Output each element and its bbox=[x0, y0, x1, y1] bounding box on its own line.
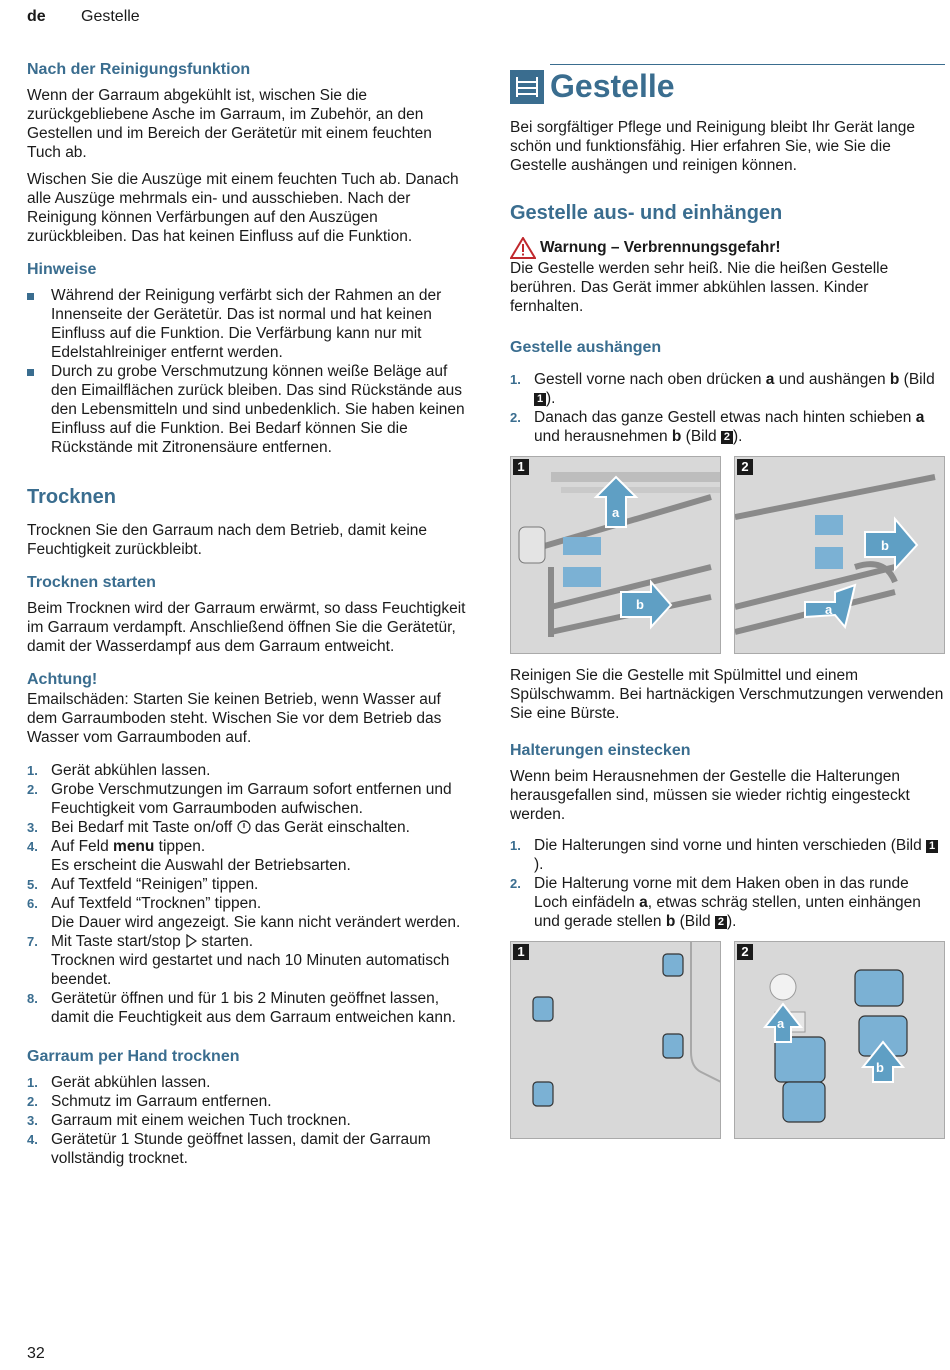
right-column bbox=[510, 60, 945, 1151]
list-item: 2. Grobe Verschmutzungen im Garraum sofort entfernen und Feuchtigkeit vom Garraumboden aufwischen. bbox=[27, 781, 452, 817]
list-item: 6. Auf Textfeld “Trocknen” tippen. Die Dauer wird angezeigt. Sie kann nicht verändert werden. bbox=[27, 895, 461, 931]
title-rule bbox=[550, 64, 945, 65]
power-icon bbox=[237, 820, 251, 834]
heading-remove-insert: Gestelle aus- und einhängen bbox=[510, 202, 783, 224]
hand-dry-steps bbox=[27, 1073, 467, 1168]
svg-text:a: a bbox=[612, 505, 620, 520]
heading-after-cleaning: Nach der Reinigungsfunktion bbox=[27, 61, 251, 78]
list-item: 1. Gerät abkühlen lassen. bbox=[27, 1074, 211, 1091]
paragraph: Trocknen Sie den Garraum nach dem Betrieb, damit keine Feuchtigkeit zurückbleibt. bbox=[27, 522, 428, 558]
list-item: 7. Mit Taste start/stop starten. Trocknen wird gestartet und nach 10 Minuten automatisch beendet. bbox=[27, 933, 450, 988]
page-header bbox=[27, 8, 140, 26]
warning-text: Die Gestelle werden sehr heiß. Nie die heißen Gestelle berühren. Das Gerät immer abkühlen lassen. Kinder fernhalten. bbox=[510, 260, 889, 315]
list-item: 2. Die Halterung vorne mit dem Haken oben in das runde Loch einfädeln a, etwas schräg stellen, unten einhängen und gerade stellen b (Bild 2 ). bbox=[510, 875, 921, 930]
paragraph: Wenn der Garraum abgekühlt ist, wischen Sie die zurückgebliebene Asche im Garraum, im Zubehör, an den Gestellen und im Bereich der Gerätetür mit einem feuchten Tuch ab. bbox=[27, 87, 432, 161]
paragraph: Beim Trocknen wird der Garraum erwärmt, so dass Feuchtigkeit im Garraum verdampft. Anschließend öffnen Sie die Gerätetür, damit der Wasserdampf aus dem Garraum entweicht. bbox=[27, 600, 466, 655]
start-stop-icon bbox=[185, 934, 197, 948]
svg-text:b: b bbox=[881, 538, 889, 553]
drying-steps bbox=[27, 761, 467, 1027]
list-item: 1. Die Halterungen sind vorne und hinten verschieden (Bild 1). bbox=[510, 836, 945, 874]
figure-holder-1: 1 bbox=[510, 941, 721, 1139]
paragraph: Bei sorgfältiger Pflege und Reinigung bleibt Ihr Gerät lange schön und funktionsfähig. Hier erfahren Sie, wie Sie die Gestelle aushängen und reinigen können. bbox=[510, 119, 915, 174]
language-code: de bbox=[27, 8, 46, 25]
paragraph: Wischen Sie die Auszüge mit einem feuchten Tuch ab. Danach alle Auszüge mehrmals ein- und ausschieben. Nach der Reinigung können Verfärbungen auf den Auszügen zurückbleiben. Das hat keinen Einfluss auf die Funktion. bbox=[27, 171, 459, 245]
heading-drying: Trocknen bbox=[27, 486, 116, 508]
list-item: 2. Danach das ganze Gestell etwas nach hinten schieben a und herausnehmen b (Bild 2 ). bbox=[510, 409, 925, 445]
paragraph: Reinigen Sie die Gestelle mit Spülmittel und einem Spülschwamm. Bei hartnäckigen Verschmutzungen verwenden Sie eine Bürste. bbox=[510, 667, 944, 722]
heading-hints: Hinweise bbox=[27, 261, 97, 278]
list-item: Durch zu grobe Verschmutzung können weiße Beläge auf den Eimailflächen zurück bleiben. Das sind Rückstände aus den Lebensmitteln und sind unbedenklich. Sie haben keinen Einfluss auf die Funktion. Bei Bedarf können Sie die Rückstände mit Zitronensäure entfernen. bbox=[27, 362, 467, 457]
section-title: Gestelle bbox=[81, 8, 140, 25]
figure-holder-2: 2 a b bbox=[734, 941, 945, 1139]
list-item: 8. Gerätetür öffnen und für 1 bis 2 Minuten geöffnet lassen, damit die Feuchtigkeit aus dem Garraum entweichen kann. bbox=[27, 990, 456, 1026]
heading-hand-dry: Garraum per Hand trocknen bbox=[27, 1048, 240, 1065]
remove-steps bbox=[510, 370, 945, 446]
chapter-title bbox=[510, 60, 945, 104]
svg-text:a: a bbox=[825, 602, 833, 617]
hints-list bbox=[27, 286, 467, 457]
list-item: 3. Garraum mit einem weichen Tuch trocknen. bbox=[27, 1112, 351, 1129]
holder-steps bbox=[510, 836, 945, 931]
heading-remove-racks: Gestelle aushängen bbox=[510, 339, 662, 356]
list-item: 1. Gerät abkühlen lassen. bbox=[27, 762, 211, 779]
warning-title: Warnung – Verbrennungsgefahr! bbox=[510, 237, 945, 259]
list-item: 2. Schmutz im Garraum entfernen. bbox=[27, 1093, 272, 1110]
page-title: Gestelle bbox=[550, 68, 675, 104]
paragraph: Emailschäden: Starten Sie keinen Betrieb, wenn Wasser auf dem Garraumboden steht. Wischen Sie vor dem Betrieb das Wasser vom Garraumboden auf. bbox=[27, 691, 442, 746]
left-column bbox=[27, 60, 467, 1176]
list-item: 3. Bei Bedarf mit Taste on/off das Gerät einschalten. bbox=[27, 819, 410, 836]
list-item: Während der Reinigung verfärbt sich der Rahmen an der Innenseite der Gerätetür. Das ist normal und hat keinen Einfluss auf die Funktion. Die Verfärbung kann nur mit Edelstahlreiniger entfernt werden. bbox=[27, 286, 467, 362]
heading-caution: Achtung! bbox=[27, 671, 98, 688]
svg-text:a: a bbox=[777, 1016, 785, 1031]
paragraph: Wenn beim Herausnehmen der Gestelle die Halterungen herausgefallen sind, müssen sie wieder richtig eingesteckt werden. bbox=[510, 768, 910, 823]
rack-icon bbox=[510, 70, 544, 104]
list-item: 4. Auf Feld menu tippen. Es erscheint die Auswahl der Betriebsarten. bbox=[27, 838, 351, 874]
list-item: 5. Auf Textfeld “Reinigen” tippen. bbox=[27, 876, 259, 893]
list-item: 4. Gerätetür 1 Stunde geöffnet lassen, damit der Garraum vollständig trocknet. bbox=[27, 1131, 431, 1167]
rack-figures bbox=[510, 456, 945, 654]
heading-insert-holders: Halterungen einstecken bbox=[510, 742, 691, 759]
svg-text:b: b bbox=[876, 1060, 884, 1075]
figure-rack-2: 2 a b bbox=[734, 456, 945, 654]
page-number: 32 bbox=[27, 1345, 45, 1362]
svg-text:b: b bbox=[636, 597, 644, 612]
heading-drying-start: Trocknen starten bbox=[27, 574, 156, 591]
figure-rack-1: 1 a b bbox=[510, 456, 721, 654]
holder-figures bbox=[510, 941, 945, 1139]
warning-icon bbox=[510, 237, 536, 259]
list-item: 1. Gestell vorne nach oben drücken a und aushängen b (Bild 1 ). bbox=[510, 371, 935, 407]
